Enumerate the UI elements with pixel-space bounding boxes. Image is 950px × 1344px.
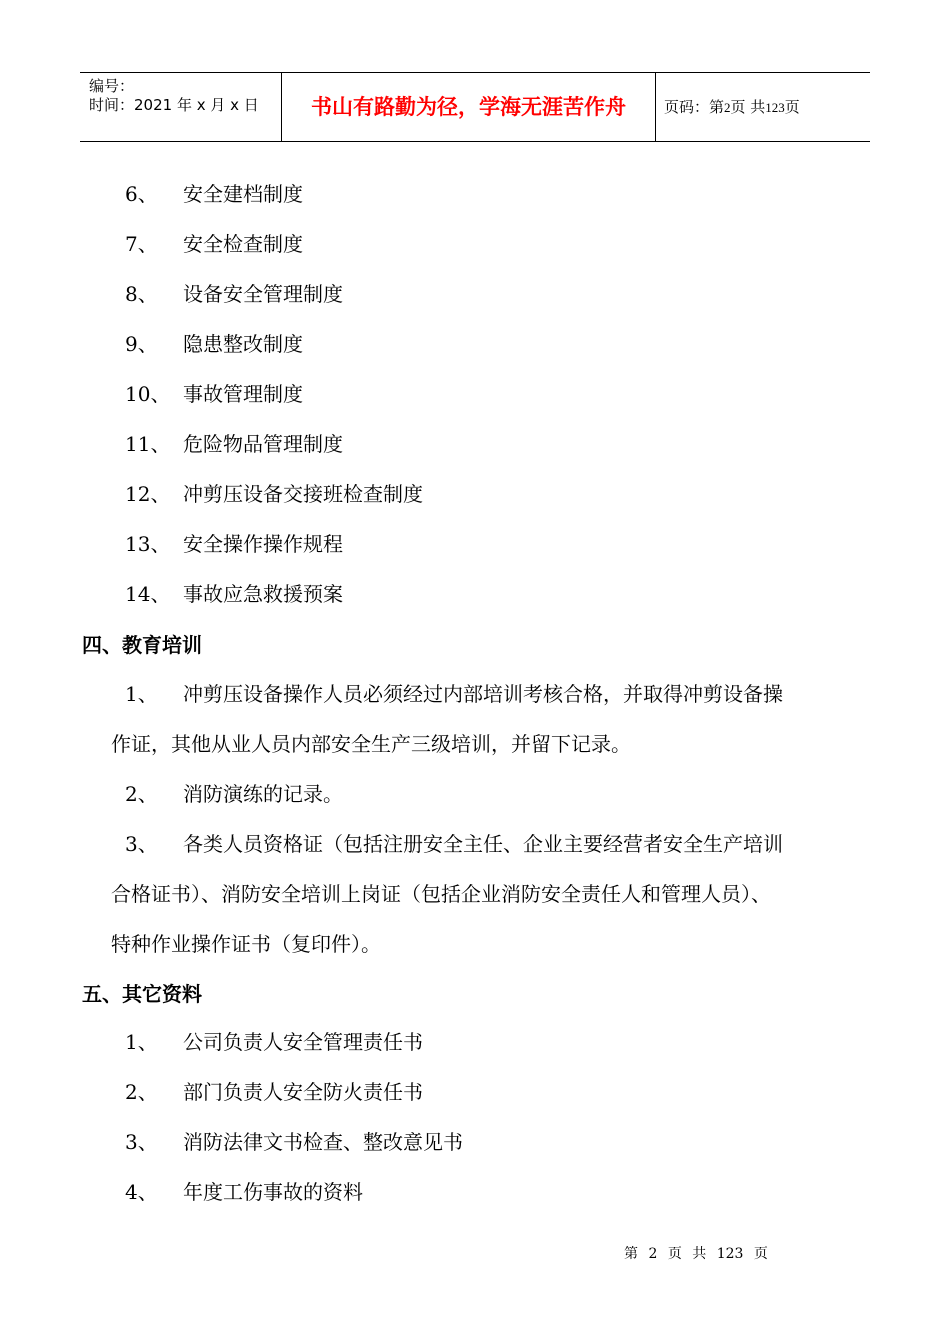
item-text: 各类人员资格证（包括注册安全主任、企业主要经营者安全生产培训 — [183, 832, 783, 856]
item-number: 3、 — [125, 832, 158, 856]
header-page-total: 123 — [765, 100, 785, 115]
item-number: 2、 — [125, 1080, 158, 1104]
item-text: 消防法律文书检查、整改意见书 — [183, 1130, 463, 1154]
item-text: 隐患整改制度 — [183, 332, 303, 356]
item-number: 7、 — [125, 232, 158, 256]
list-item — [125, 530, 343, 558]
footer-current-page: 2 — [648, 1246, 658, 1262]
footer-ye: 页 — [667, 1246, 682, 1262]
header-motto-cell — [281, 73, 656, 141]
item-text: 部门负责人安全防火责任书 — [183, 1080, 423, 1104]
item-text: 消防演练的记录。 — [183, 782, 343, 806]
footer-di: 第 — [624, 1246, 638, 1262]
item-text: 冲剪压设备操作人员必须经过内部培训考核合格，并取得冲剪设备操 — [183, 682, 783, 706]
list-item — [125, 1028, 423, 1056]
item-number: 1、 — [125, 682, 158, 706]
header-page-cell — [655, 73, 870, 141]
item-text: 事故应急救援预案 — [183, 582, 343, 606]
header-meta-cell — [80, 73, 281, 141]
page-footer — [624, 1244, 774, 1264]
footer-total-pages: 123 — [716, 1246, 744, 1262]
list-item — [125, 580, 343, 608]
list-item — [125, 830, 783, 858]
section-5-heading: 五、其它资料 — [82, 982, 202, 1006]
item-number: 8、 — [125, 282, 158, 306]
page-header — [80, 72, 870, 142]
list-item — [125, 180, 303, 208]
list-item — [125, 1078, 423, 1106]
list-item-continuation — [111, 880, 771, 908]
header-motto: 书山有路勤为径，学海无涯苦作舟 — [311, 95, 626, 119]
item-text: 事故管理制度 — [183, 382, 303, 406]
list-item-continuation — [111, 730, 631, 758]
list-item — [125, 480, 423, 508]
document-number-label: 编号： — [89, 77, 135, 95]
header-page-suffix: 页 — [784, 98, 800, 116]
item-text: 公司负责人安全管理责任书 — [183, 1030, 423, 1054]
list-item — [125, 780, 343, 808]
list-item — [125, 330, 303, 358]
item-text: 合格证书）、消防安全培训上岗证（包括企业消防安全责任人和管理人员）、 — [111, 882, 771, 906]
header-page-prefix: 页码：第 — [664, 98, 725, 116]
item-number: 6、 — [125, 182, 158, 206]
item-number: 12、 — [125, 482, 171, 506]
item-text: 危险物品管理制度 — [183, 432, 343, 456]
item-text: 安全建档制度 — [183, 182, 303, 206]
item-text: 安全操作操作规程 — [183, 532, 343, 556]
list-item — [125, 430, 343, 458]
footer-ye2: 页 — [753, 1246, 768, 1262]
item-text: 冲剪压设备交接班检查制度 — [183, 482, 423, 506]
item-number: 11、 — [125, 432, 171, 456]
item-text: 作证，其他从业人员内部安全生产三级培训，并留下记录。 — [111, 732, 631, 756]
item-number: 3、 — [125, 1130, 158, 1154]
header-page-current: 2 — [724, 100, 731, 115]
list-item — [125, 230, 303, 258]
item-text: 特种作业操作证书（复印件）。 — [111, 932, 381, 956]
item-number: 2、 — [125, 782, 158, 806]
list-item — [125, 680, 783, 708]
item-text: 安全检查制度 — [183, 232, 303, 256]
item-number: 14、 — [125, 582, 171, 606]
item-number: 1、 — [125, 1030, 158, 1054]
list-item — [125, 1178, 363, 1206]
list-item — [125, 1128, 463, 1156]
item-text: 年度工伤事故的资料 — [183, 1180, 363, 1204]
item-number: 9、 — [125, 332, 158, 356]
footer-gong: 共 — [692, 1246, 707, 1262]
header-page-info — [664, 97, 800, 118]
item-number: 13、 — [125, 532, 171, 556]
item-number: 4、 — [125, 1180, 158, 1204]
list-item — [125, 380, 303, 408]
section-4-heading: 四、教育培训 — [82, 633, 202, 657]
item-number: 10、 — [125, 382, 171, 406]
item-text: 设备安全管理制度 — [183, 282, 343, 306]
header-page-mid: 页 共 — [730, 98, 766, 116]
document-date-label: 时间：2021 年 x 月 x 日 — [89, 96, 259, 114]
list-item — [125, 280, 343, 308]
list-item-continuation — [111, 930, 381, 958]
